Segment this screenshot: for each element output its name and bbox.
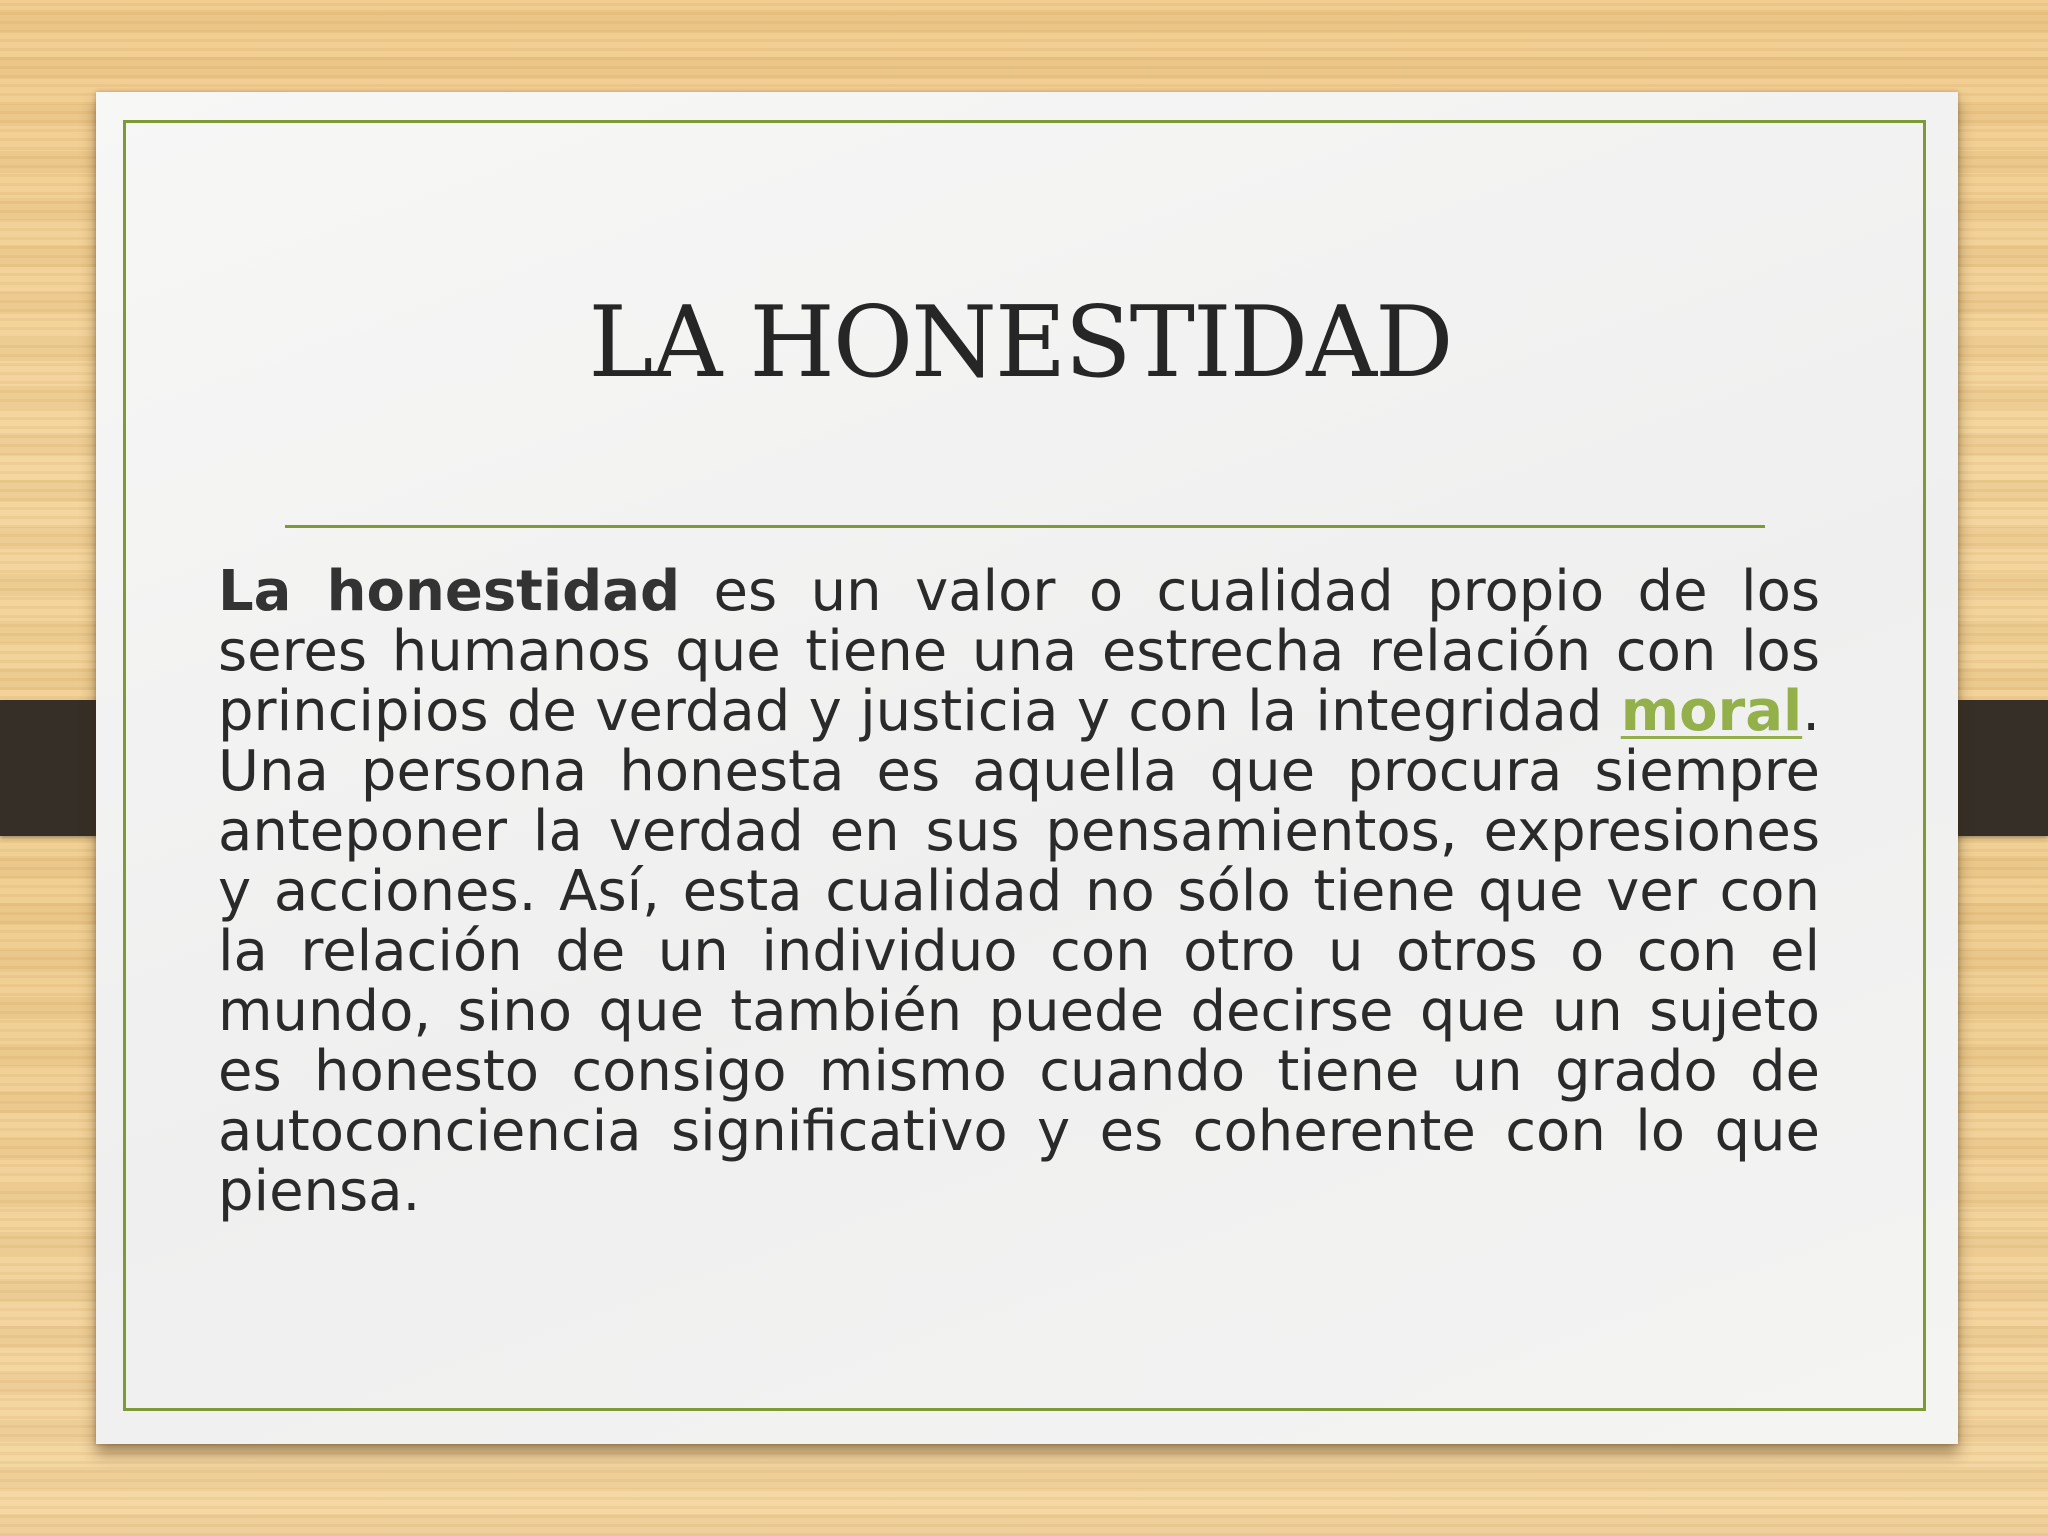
slide-title: LA HONESTIDAD (588, 286, 1452, 400)
title-divider (285, 525, 1765, 528)
moral-link[interactable]: moral (1620, 679, 1803, 744)
body-text-part-1: es un valor o cualidad propio de los seres humanos que tiene una estrecha relación con los principios de verdad y justicia y con la integridad (218, 559, 1820, 744)
slide-body-paragraph (218, 559, 1820, 1224)
body-text-part-2: . Una persona honesta es aquella que procura siempre anteponer la verdad en sus pensamientos, expresiones y acciones. Así, esta cualidad no sólo tiene que ver con la relación de un individuo con otro u otros o con el mundo, sino que también puede decirse que un sujeto es honesto consigo mismo cuando tiene un grado de autoconciencia significativo y es coherente con lo que piensa. (218, 679, 1820, 1224)
body-term: La honestidad (218, 559, 681, 624)
